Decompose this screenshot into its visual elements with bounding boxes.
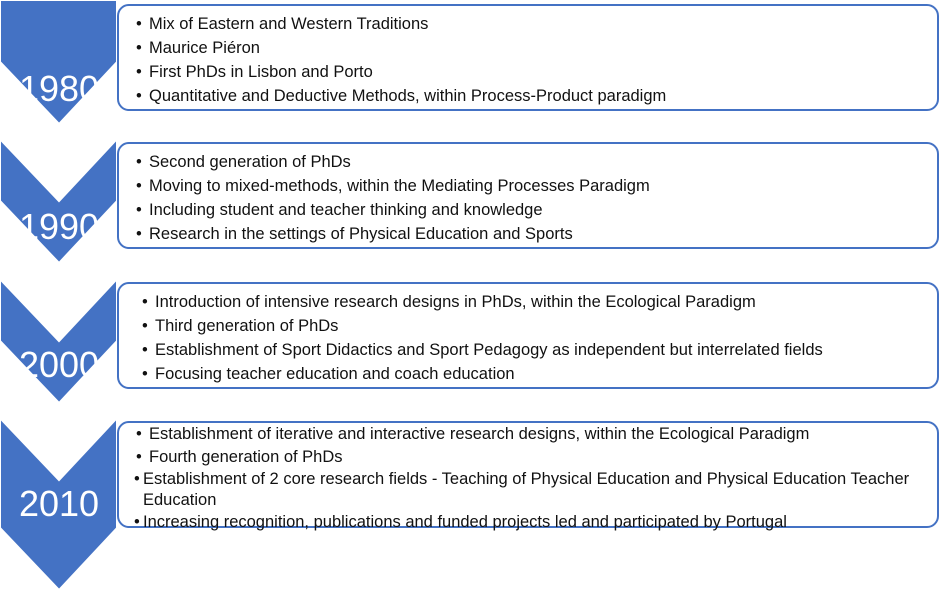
bullet-item: • First PhDs in Lisbon and Porto <box>131 60 937 84</box>
milestone-box-2000 <box>117 282 939 389</box>
bullet-list <box>131 150 937 246</box>
milestone-box-2010 <box>117 421 939 531</box>
bullet-item: • Research in the settings of Physical Education and Sports <box>131 222 937 246</box>
year-label-1980: 1980 <box>18 68 100 109</box>
milestone-box-1980 <box>117 4 939 111</box>
bullet-item: • Quantitative and Deductive Methods, within Process-Product paradigm <box>131 84 937 108</box>
bullet-item: • Mix of Eastern and Western Traditions <box>131 12 937 36</box>
bullet-item: • Second generation of PhDs <box>131 150 937 174</box>
bullet-item: • Fourth generation of PhDs <box>131 446 937 469</box>
year-label-2010: 2010 <box>18 483 100 524</box>
bullet-item: • Establishment of 2 core research fields - Teaching of Physical Education and Physical Education Teacher Education <box>131 469 937 511</box>
bullet-list <box>137 290 937 386</box>
bullet-item: • Introduction of intensive research designs in PhDs, within the Ecological Paradigm <box>137 290 937 314</box>
year-label-1990: 1990 <box>18 206 100 247</box>
year-label-2000: 2000 <box>18 344 100 385</box>
bullet-list <box>131 423 937 534</box>
bullet-item: • Third generation of PhDs <box>137 314 937 338</box>
bullet-item: • Establishment of iterative and interactive research designs, within the Ecological Paradigm <box>131 423 937 446</box>
bullet-item: • Establishment of Sport Didactics and Sport Pedagogy as independent but interrelated fields <box>137 338 937 362</box>
bullet-item: • Increasing recognition, publications and funded projects led and participated by Portugal <box>131 511 937 534</box>
bullet-item: • Including student and teacher thinking and knowledge <box>131 198 937 222</box>
bullet-list <box>131 12 937 108</box>
bullet-item: • Focusing teacher education and coach education <box>137 362 937 386</box>
milestone-box-1990 <box>117 142 939 249</box>
bullet-item: • Maurice Piéron <box>131 36 937 60</box>
bullet-item: • Moving to mixed-methods, within the Mediating Processes Paradigm <box>131 174 937 198</box>
